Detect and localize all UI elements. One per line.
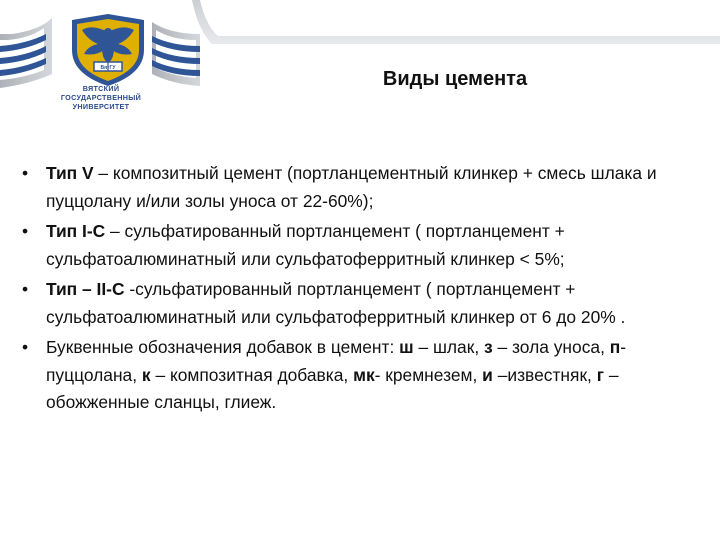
bullet-text: - пуццолана, — [46, 337, 627, 385]
emblem-text: ВятГУ — [100, 65, 116, 71]
bullet-term: з — [484, 337, 493, 357]
bullet-term: Тип V — [46, 163, 94, 183]
bullet-text: – зола уноса, — [492, 337, 610, 357]
bullet-list — [18, 160, 698, 417]
bullet-text: - кремнезем, — [374, 364, 483, 385]
bullet-item — [18, 276, 698, 331]
bullet-marker: • — [22, 163, 29, 183]
university-name-line: ВЯТСКИЙ — [82, 84, 120, 93]
bullet-text: –известняк, — [492, 364, 597, 385]
bullet-term: г — [596, 364, 604, 385]
bullet-item — [18, 218, 698, 273]
bullet-term: Тип – II-C — [46, 279, 125, 299]
bullet-term: п — [609, 337, 621, 357]
slide-content — [18, 160, 698, 420]
university-emblem-icon — [48, 10, 168, 88]
bullet-item — [18, 334, 698, 417]
bullet-marker: • — [22, 337, 29, 357]
bullet-term: ш — [399, 337, 414, 357]
bullet-marker: • — [22, 279, 29, 299]
slide-title: Виды цемента — [382, 68, 528, 90]
bullet-term: и — [482, 364, 493, 385]
bullet-item — [18, 160, 698, 215]
bullet-text: – сульфатированный портланцемент ( портланцемент + сульфатоалюминатный или сульфатоферритный клинкер < 5%; — [46, 221, 565, 269]
bullet-text: -сульфатированный портланцемент ( портланцемент + сульфатоалюминатный или сульфатоферритный клинкер от 6 до 20% . — [46, 279, 626, 327]
bullet-marker: • — [22, 221, 29, 241]
bullet-text: – композитный цемент (портланцементный клинкер + смесь шлака и пуццолану и/или золы уноса от 22-60%); — [46, 163, 657, 211]
bullet-text: – композитная добавка, — [150, 364, 354, 385]
university-name-line: УНИВЕРСИТЕТ — [72, 102, 130, 111]
university-name — [46, 84, 156, 111]
bullet-text: – шлак, — [413, 337, 485, 357]
university-name-line: ГОСУДАРСТВЕННЫЙ — [60, 93, 142, 102]
bullet-term: Тип I-C — [46, 221, 106, 241]
bullet-term: мк — [353, 364, 375, 385]
bullet-term: к — [141, 364, 151, 385]
bullet-text: Буквенные обозначения добавок в цемент: — [46, 337, 400, 357]
bullet-text: – обожженные сланцы, глиеж. — [46, 364, 619, 412]
